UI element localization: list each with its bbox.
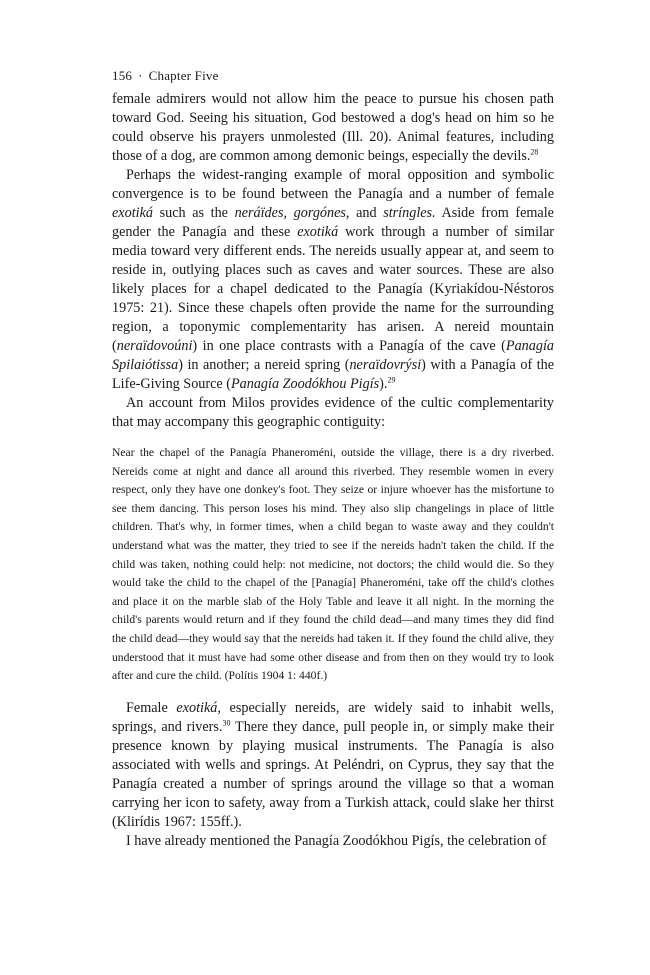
block-quote: Near the chapel of the Panagía Phaneroméni, outside the village, there is a dry riverbed. Nereids come at night and dance all around this riverbed. They resemble women in every respect, only they have one donkey's foot. They seize or injure whoever has the misfortune to see them dancing. This person loses his mind. They also slip changelings in place of little children. That's why, in former times, when a child began to waste away and they couldn't understand what was the matter, they tried to see if the nereids hadn't taken the child. If the child was taken, nothing could help: not medicine, not doctors; the child would die. So they would take the child to the chapel of the [Panagía] Phaneroméni, take off the child's clothes and place it on the marble slab of the Holy Table and leave it all night. In the morning the child's parents would return and if they found the child dead—and many times they did find the child dead—they would say that the nereids had taken it. If they found the child alive, they understood that it must have had some other disease and from then on they would try to look after and cure the child. (Polítis 1904 1: 440f.) — [112, 446, 554, 683]
paragraph-3: An account from Milos provides evidence of the cultic complementarity that may accompany this geographic contiguity: — [112, 395, 554, 430]
book-page — [112, 68, 554, 851]
page-number: 156 — [112, 68, 133, 83]
paragraph-2: Perhaps the widest-ranging example of moral opposition and symbolic convergence is to be found between the Panagía and a number of female exotiká such as the neráïdes, gorgónes, and stríngles. Aside from female gender the Panagía and these exotiká work through a number of similar media toward very different ends. The nereids usually appear at, and seem to reside in, outlying places such as caves and water sources. These are also likely places for a chapel dedicated to the Panagía (Kyriakídou-Néstoros 1975: 21). Since these chapels often provide the name for the surrounding region, a toponymic complementarity has arisen. A nereid mountain (neraïdovoúni) in one place contrasts with a Panagía of the cave (Panagía Spilaiótissa) in another; a nereid spring (neraïdovrýsi) with a Panagía of the Life-Giving Source (Panagía Zoodókhou Pigís).$^{29}$ — [112, 167, 554, 392]
chapter-title: Chapter Five — [148, 68, 219, 83]
footnote-ref-30: 30 — [222, 717, 231, 727]
separator-dot: · — [138, 68, 143, 83]
running-head — [112, 68, 554, 84]
paragraph-1: female admirers would not allow him the peace to pursue his chosen path toward God. Seeing his situation, God bestowed a dog's head on him so he could observe his prayers unmolested (Ill. 20). Animal features, including those of a dog, are common among demonic beings, especially the devils.$^{28}$ — [112, 91, 554, 164]
paragraph-5: I have already mentioned the Panagía Zoodókhou Pigís, the celebration of — [126, 832, 547, 849]
paragraph-4: Female exotiká, especially nereids, are widely said to inhabit wells, springs, and rivers.$^{30}$ There they dance, pull people in, or simply make their presence known by playing musical instruments. The Panagía is also associated with wells and springs. At Peléndri, on Cyprus, they say that the Panagía created a number of springs around the village so that a woman carrying her icon to safety, away from a Turkish attack, could slake her thirst (Klirídis 1967: 155ff.). — [112, 699, 555, 830]
footnote-ref-28: 28 — [530, 147, 539, 157]
footnote-ref-29: 29 — [387, 375, 396, 385]
